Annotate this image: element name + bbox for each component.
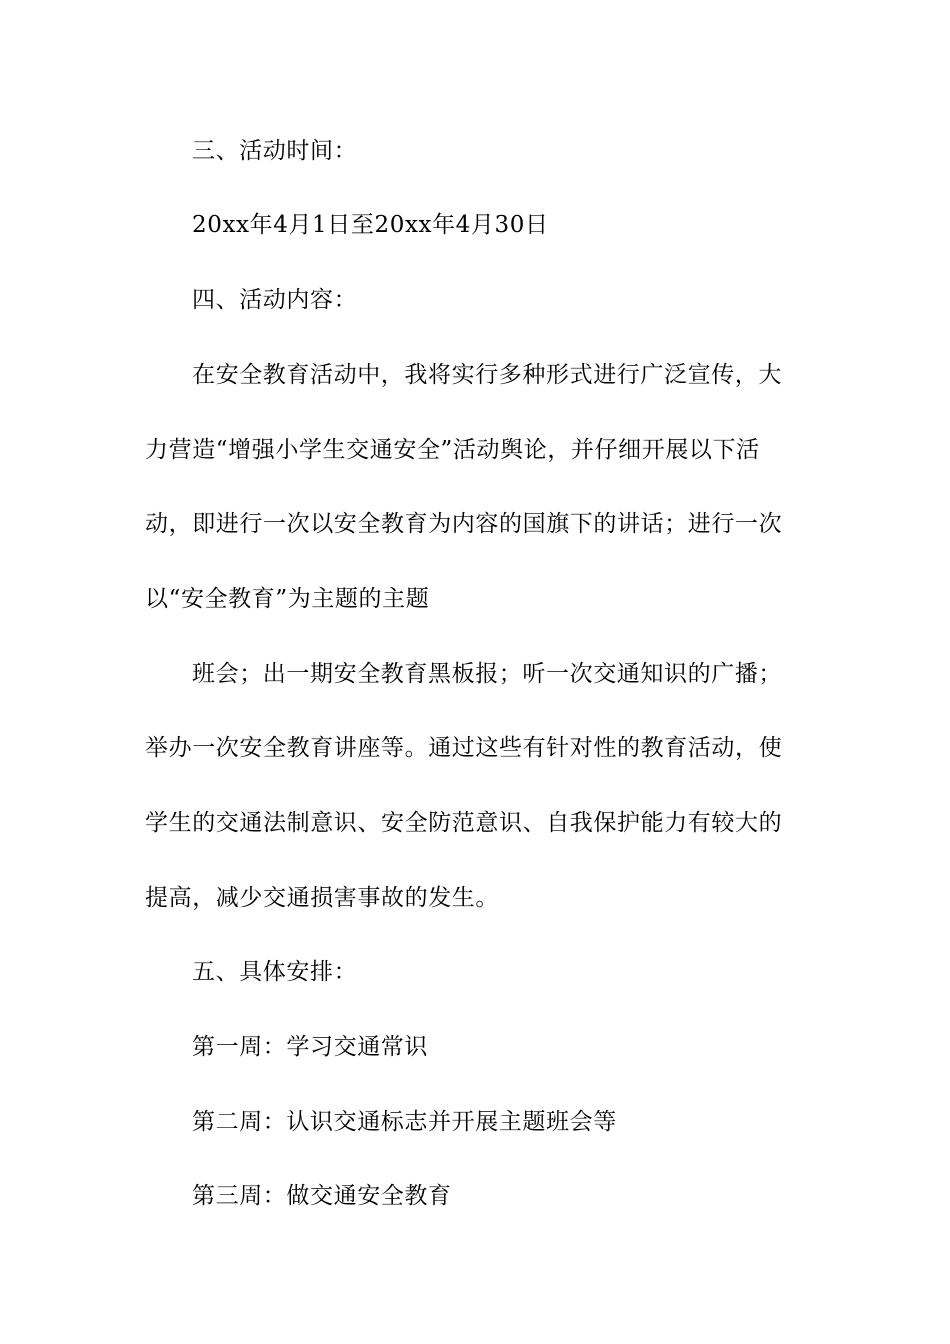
schedule-item-week-1: 第一周：学习交通常识: [192, 1034, 428, 1060]
paragraph-line: 举办一次安全教育讲座等。通过这些有针对性的教育活动，使: [145, 735, 783, 761]
paragraph-line: 班会；出一期安全教育黑板报；听一次交通知识的广播；: [192, 661, 782, 687]
section-heading-schedule: 五、具体安排：: [192, 959, 358, 985]
paragraph-line: 提高，减少交通损害事故的发生。: [145, 885, 499, 911]
paragraph-line: 在安全教育活动中，我将实行多种形式进行广泛宣传，大: [192, 362, 782, 388]
section-heading-activity-content: 四、活动内容：: [192, 287, 358, 313]
paragraph-line: 动，即进行一次以安全教育为内容的国旗下的讲话；进行一次: [145, 511, 783, 537]
schedule-item-week-3: 第三周：做交通安全教育: [192, 1183, 452, 1209]
paragraph-line: 学生的交通法制意识、安全防范意识、自我保护能力有较大的: [145, 810, 783, 836]
activity-date-range: 20xx年4月1日至20xx年4月30日: [192, 212, 549, 238]
schedule-item-week-2: 第二周：认识交通标志并开展主题班会等: [192, 1109, 617, 1135]
paragraph-line: 以“安全教育”为主题的主题: [145, 586, 430, 612]
section-heading-activity-time: 三、活动时间：: [192, 138, 358, 164]
paragraph-line: 力营造“增强小学生交通安全”活动舆论，并仔细开展以下活: [145, 437, 760, 463]
